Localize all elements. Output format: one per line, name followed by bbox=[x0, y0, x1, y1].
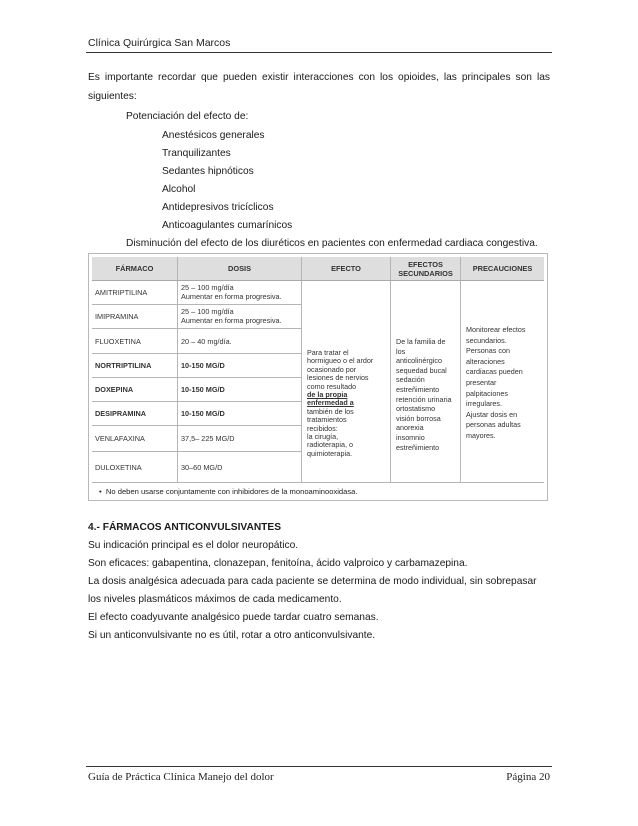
intro-paragraph-line1: Es importante recordar que pueden existir interacciones con los opioides, las principales son las bbox=[88, 72, 550, 83]
farmaco-cell: IMIPRAMINA bbox=[92, 305, 178, 329]
potenciacion-label: Potenciación del efecto de: bbox=[126, 111, 249, 122]
efecto-line: como resultado bbox=[307, 381, 357, 391]
section-4-line: Si un anticonvulsivante no es útil, rotar a otro anticonvulsivante. bbox=[88, 630, 376, 641]
header-dosis: DOSIS bbox=[178, 257, 302, 281]
header-farmaco: FÁRMACO bbox=[92, 257, 178, 281]
efecto-line: de la propia bbox=[307, 390, 348, 400]
potenciacion-item: Alcohol bbox=[162, 184, 196, 195]
potenciacion-item: Anticoagulantes cumarínicos bbox=[162, 220, 293, 231]
header-precauciones: PRECAUCIONES bbox=[461, 257, 544, 281]
footer-document-title: Guía de Práctica Clínica Manejo del dolor bbox=[88, 771, 274, 783]
dosis-cell bbox=[178, 281, 302, 305]
efecto-line: recibidos: bbox=[307, 423, 338, 433]
dosis-line: Aumentar en forma progresiva. bbox=[181, 316, 282, 325]
dosis-cell: 20 – 40 mg/día. bbox=[178, 329, 302, 354]
secundarios-line: anticolinérgico bbox=[396, 356, 442, 366]
farmaco-cell: DULOXETINA bbox=[92, 452, 178, 483]
potenciacion-item: Sedantes hipnóticos bbox=[162, 166, 254, 177]
secundarios-line: estreñimiento bbox=[396, 384, 440, 394]
dosis-cell bbox=[178, 305, 302, 329]
header-divider bbox=[86, 52, 552, 53]
efecto-line: enfermedad a bbox=[307, 398, 354, 408]
farmaco-cell: VENLAFAXINA bbox=[92, 426, 178, 452]
dosis-cell: 10-150 MG/D bbox=[178, 402, 302, 426]
dosis-cell: 37,5– 225 MG/D bbox=[178, 426, 302, 452]
dosis-line: Aumentar en forma progresiva. bbox=[181, 292, 282, 301]
precauciones-line: irregulares. bbox=[466, 399, 502, 409]
precauciones-line: mayores. bbox=[466, 430, 496, 440]
header-efectos-secundarios: EFECTOS SECUNDARIOS bbox=[391, 257, 461, 281]
secundarios-line: ortostatismo bbox=[396, 404, 436, 414]
precauciones-line: alteraciones bbox=[466, 356, 505, 366]
potenciacion-item: Antidepresivos tricíclicos bbox=[162, 202, 274, 213]
footnote-text: No deben usarse conjuntamente con inhibidores de la monoaminooxidasa. bbox=[105, 487, 358, 496]
efecto-line: hormigueo o el ardor bbox=[307, 356, 374, 366]
section-4-title: 4.- FÁRMACOS ANTICONVULSIVANTES bbox=[88, 522, 281, 533]
efecto-line: ocasionado por bbox=[307, 364, 357, 374]
potenciacion-item: Tranquilizantes bbox=[162, 148, 231, 159]
precauciones-merged-cell bbox=[461, 281, 544, 483]
precauciones-line: palpitaciones bbox=[466, 388, 508, 398]
efecto-line: quimioterapia. bbox=[307, 448, 353, 458]
secundarios-line: anorexia bbox=[396, 423, 424, 433]
section-4-line: El efecto coadyuvante analgésico puede tardar cuatro semanas. bbox=[88, 612, 379, 623]
farmaco-cell: NORTRIPTILINA bbox=[92, 354, 178, 378]
efecto-merged-cell bbox=[302, 281, 391, 483]
precauciones-line: cardiacas pueden bbox=[466, 367, 523, 377]
farmaco-cell: DOXEPINA bbox=[92, 378, 178, 402]
section-4-line: Su indicación principal es el dolor neuropático. bbox=[88, 540, 299, 551]
dosis-cell: 30–60 MG/D bbox=[178, 452, 302, 483]
secundarios-line: visión borrosa bbox=[396, 413, 441, 423]
dosis-cell: 10-150 MG/D bbox=[178, 378, 302, 402]
bullet-icon: • bbox=[99, 487, 102, 496]
secundarios-line: estreñimiento bbox=[396, 442, 440, 452]
precauciones-line: secundarios. bbox=[466, 335, 507, 345]
footer-divider bbox=[86, 766, 552, 767]
disminucion-line: Disminución del efecto de los diuréticos en pacientes con enfermedad cardiaca congestiva. bbox=[126, 238, 538, 249]
secundarios-line: sedación bbox=[396, 375, 425, 385]
secundarios-line: insomnio bbox=[396, 432, 425, 442]
page-header-title: Clínica Quirúrgica San Marcos bbox=[88, 37, 231, 49]
efecto-line: la cirugía, bbox=[307, 432, 339, 442]
secundarios-line: De la familia de bbox=[396, 337, 446, 346]
precauciones-line: Monitorear efectos bbox=[466, 325, 526, 334]
header-efecto: EFECTO bbox=[302, 257, 391, 281]
precauciones-line: Personas con bbox=[466, 346, 510, 356]
table-grid bbox=[92, 257, 544, 483]
secundarios-merged-cell bbox=[391, 281, 461, 483]
dosis-cell: 10-150 MG/D bbox=[178, 354, 302, 378]
precauciones-line: Ajustar dosis en bbox=[466, 409, 518, 419]
precauciones-line: personas adultas bbox=[466, 420, 521, 430]
secundarios-line: los bbox=[396, 346, 406, 356]
efecto-line: Para tratar el bbox=[307, 348, 349, 357]
secundarios-line: retención urinaria bbox=[396, 394, 452, 404]
farmaco-cell: DESIPRAMINA bbox=[92, 402, 178, 426]
dosis-line: 25 – 100 mg/día bbox=[181, 307, 234, 316]
potenciacion-item: Anestésicos generales bbox=[162, 130, 265, 141]
dosis-line: 25 – 100 mg/día bbox=[181, 283, 234, 292]
efecto-line: tratamientos bbox=[307, 415, 347, 425]
section-4-line: los niveles plasmáticos máximos de cada medicamento. bbox=[88, 594, 342, 605]
section-4-line: Son eficaces: gabapentina, clonazepan, fenitoína, ácido valproico y carbamazepina. bbox=[88, 558, 468, 569]
efecto-line: radioterapia, o bbox=[307, 440, 353, 450]
secundarios-line: sequedad bucal bbox=[396, 365, 447, 375]
intro-paragraph-line2: siguientes: bbox=[88, 91, 137, 102]
antidepressant-table bbox=[88, 253, 548, 501]
efecto-line: también de los bbox=[307, 406, 354, 416]
farmaco-cell: AMITRIPTILINA bbox=[92, 281, 178, 305]
footer-page-number: Página 20 bbox=[506, 771, 550, 783]
table-footnote bbox=[99, 487, 358, 496]
precauciones-line: presentar bbox=[466, 377, 497, 387]
farmaco-cell: FLUOXETINA bbox=[92, 329, 178, 354]
section-4-line: La dosis analgésica adecuada para cada paciente se determina de modo individual, sin sobrepasar bbox=[88, 576, 537, 587]
efecto-line: lesiones de nervios bbox=[307, 373, 369, 383]
